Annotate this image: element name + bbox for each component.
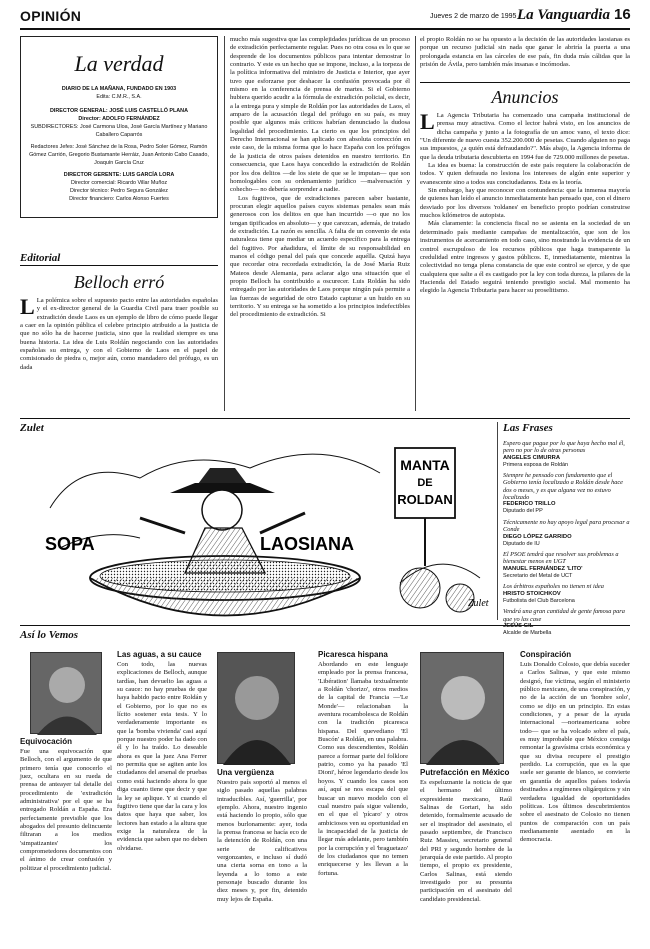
section-title: OPINIÓN bbox=[20, 8, 82, 24]
asi-paragraph: Nuestro país soportó al menos el siglo pasado aquellas palabras intraducibles. Así, 'guerrilla', por ejemplo. Ahora, nuestro ingenio está haciendo lo propio, sólo que menos burlonamente: ayer, toda la prensa francesa se hacía eco de la detención de Roldán, con una serie de calificativos vergonzantes, e incluso sí dudó una cierta sorna en tono a la leyenda a lo tomo a este personaje buscado durante los diez meses y, por fin, detenido muy lejos de España. bbox=[217, 779, 307, 903]
editorial-paragraph: el propio Roldán no se ha opuesto a la decisión de las autoridades laosianas es porque un recurso judicial sin nada que ganar le abriría la puerta a una prolongada estancia en las cárceles de ese país, fin duda más cálidas que la prisión de Ávila, pero también más insanas e incómodas. bbox=[420, 36, 630, 69]
photo-roldan bbox=[217, 652, 295, 764]
frase-quote: Los árbitros españoles no tienen ni idea bbox=[503, 583, 604, 591]
frase-quote: Vendrá una gran cantidad de gente famosa para que yo las case bbox=[503, 608, 625, 623]
anuncios-paragraph: La Agencia Tributaria ha comenzado una campaña institucional de prensa muy atractiva. Como el lector habrá visto, en los anuncios de dicha campaña y junto a la fotografía de un amoc vano, el texto dice: "Un diferente de nuevo cuesta 352.200.000 de pesetas. Cuando alguien no paga sus impuestos, ¿a quién está defraudando?". Más abajo, la Agencia informa de que la deuda tributaria descubierta en 1994 fue de 729.000 millones de pesetas. bbox=[420, 112, 630, 161]
masthead-director: Director: ADOLFO FERNÁNDEZ bbox=[78, 116, 160, 122]
text-verguenza bbox=[217, 779, 307, 941]
heading-aguas: Las aguas, a su cauce bbox=[117, 650, 202, 659]
masthead-financiero: Director financiero: Carlos Alonso Fuertes bbox=[69, 196, 169, 202]
frase-role: Diputado de IU bbox=[503, 540, 540, 547]
masthead-title: La verdad bbox=[74, 51, 164, 76]
anuncios-paragraph: Más claramente: la conciencia fiscal no se asienta en la sociedad de un determinado país mediante campañas de mentalización, que son de los instrumentos de acercamiento en todo caso, sino mostrando la evidencia de un control escrupuloso de los recursos públicos que haga transparente la credulidad entre ingresos y gastos públicos. E, inmediatamente, mientras la colectividad no tenga plena constancia de que este control se ejerce, y de que cualquiera que salte a él es castigado por la ley con toda dureza, la pilares de la Hacienda del Estado seguirá teniendo prestigio social. Mal momento ha elegido la Agencia Tributaria para hacer su proselitismo. bbox=[420, 220, 630, 295]
asi-paragraph: Luis Donaldo Colosio, que debía suceder a Carlos Salinas, y que este mismo designó, fue víctima, según el ministerio público mexicano, de una conspiración, y no de la acción de un 'hombre solo', como se dijo en un principio. En estas condiciones, y a pesar de la ayuda internacional —norteamericana sobre todo— que se ha volcado sobre el país, es muy improbable que México consiga remontar la gravísima crisis económica y que su divisa recupere el prestigio perdido. La corrupción, que es la que suele ser garante de blanco, se convierte en garantía de aquellos países todavía destinados a regímenes oligárquicos y sin verdadera igualdad de oportunidades políticas. Los últimos descubrimientos sobre el asesinato de Colosio no tienen puntos de comparación con un país medianamente asentado en la democracia. bbox=[520, 661, 630, 844]
heading-conspiracion: Conspiración bbox=[520, 650, 572, 659]
newspaper-name: La Vanguardia bbox=[517, 7, 610, 23]
text-conspiracion bbox=[520, 661, 630, 941]
column-divider bbox=[497, 422, 498, 620]
cartoon-label: Zulet bbox=[20, 422, 44, 434]
editorial-title: Belloch erró bbox=[73, 272, 165, 292]
drop-cap: L bbox=[420, 109, 435, 134]
frase-quote: Siempre he pensado con fundamento que el Gobierno tenía localizado a Roldán desde hace dos o meses, y es que alguna vez no estuvo localizado bbox=[503, 472, 623, 502]
header-rule bbox=[20, 28, 630, 30]
editorial-paragraph: Los fugitivos, que de extradiciones parecen saber bastante, procuran elegir aquellos países cuyos sistemas penales sean más generosos con los delitos en que han incurrido —o que no los tengan tipificados en absoluto— y que carezcan, además, de tratado de extradición. La razón es sencilla. A falta de un convenio de esta naturaleza tiene que mediar un acuerdo específico para la entrega del fugitivo. Por añadidura, el límite de su responsabilidad en manos el código penal del país que concede aquélla. Quizá haya que recordar otra recordada extradición, la de José María Ruiz Mateos desde Alemania, para aclarar algo una situación que el propio Belloch ha contribuido a oscurecer. Luis Roldán ha sido entregado por las autoridades de Laos porque ningún país permite a las fuerzas de seguridad de otro Estado capturar a un huido en su territorio. Y su entrega se ha sometido a los principios indefectibles del procedimiento de extradición. Si bbox=[230, 194, 410, 319]
caption-verguenza: Una vergüenza bbox=[217, 768, 274, 777]
masthead-subtitle: DIARIO DE LA MAÑANA, FUNDADO EN 1903 bbox=[61, 86, 177, 92]
frase-item bbox=[503, 519, 630, 547]
editorial-continuation bbox=[230, 36, 410, 411]
frases-list bbox=[503, 440, 630, 636]
frase-author: HRISTO STOICHKOV bbox=[503, 590, 561, 597]
frase-quote: Técnicamente no hay apoyo legal para procesar a Conde bbox=[503, 518, 630, 534]
cartoon-illustration bbox=[20, 438, 490, 616]
anuncios-rule bbox=[420, 82, 630, 83]
frase-author: DIEGO LÓPEZ GARRIDO bbox=[503, 533, 572, 540]
cartoon-sign-line-1: MANTA bbox=[400, 457, 450, 473]
anuncios-body bbox=[420, 109, 631, 410]
masthead-director-gerente: DIRECTOR GERENTE: LUIS GARCÍA LORA bbox=[63, 172, 175, 178]
portrait-icon bbox=[218, 653, 296, 765]
masthead-redactores: Redactores Jefes: José Sánchez de la Rosa, Pedro Soler Gómez, Ramón Gómez Carrión, Gregorio Bustamante Herráiz, Juan Antonio Cabo Casado, Joaquín García Cruz bbox=[29, 144, 209, 166]
cartoon-word-right: LAOSIANA bbox=[260, 534, 354, 554]
masthead-box bbox=[20, 36, 218, 218]
drop-cap: L bbox=[20, 294, 35, 319]
frase-role: Primera esposa de Roldán bbox=[503, 461, 569, 468]
column-divider bbox=[415, 36, 416, 411]
anuncios-paragraph: Sin embargo, hay que reconocer con contundencia: que la inmensa mayoría de quienes han leído el anuncio inmediatamente han pensado que, con el dinero desviado por los diversos 'roldanes' en beneficio propio podrían construirse muchos kilómetros de autopista. bbox=[420, 187, 631, 220]
text-equivocacion bbox=[20, 748, 112, 940]
editorial-paragraph: mucho más sugestiva que las complejidades jurídicas de un proceso de extradición perfectamente regular. Pues no otra cosa es lo que se desprende de los documentos públicos para intentar demostrar lo contrario. Y este es un hecho que se impone, incluso, a la torpeza de la política informativa del ministro de Justicia e Interior, que ayer tuvo que esforzarse por deshacer la confusión provocada por él mismo en la conferencia de prensa de martes. Si el Gobierno hubiera querido acudir a la fórmula de extradición policial, es decir, a la entrega pura y simple de Roldán por las autoridades de Laos, el amparo de la acusación ilegal del prófugo en su país, es muy posible que algunos más críticos habrían denunciado la dudosa legalidad del procedimiento. La cierto es que los principios del Derecho Internacional se han aplicado con absoluta corrección en este caso, de la misma forma que lo hace España con los prófugos de la justicia de otros países detenidos en nuestro territorio. En consecuencia, que Laos haya concedido la extradición de Roldán por los dos delitos —de los siete de que se le imputan— que son homologables con su ordenamiento jurídico —malversación y cohecho— no debería sorprender a nadie. bbox=[230, 36, 410, 194]
editorial-body bbox=[20, 294, 218, 407]
cartoon-sign-line-2: DE bbox=[417, 477, 433, 489]
caption-equivocacion: Equivocación bbox=[20, 737, 73, 746]
frase-author: FEDERICO TRILLO bbox=[503, 501, 556, 508]
frase-item bbox=[503, 551, 630, 579]
cartoon-top-rule bbox=[20, 418, 630, 419]
frase-author: MANUEL FERNÁNDEZ 'LITO' bbox=[503, 565, 583, 572]
heading-picaresca: Picaresca hispana bbox=[318, 650, 388, 659]
frase-item bbox=[503, 583, 630, 604]
text-aguas bbox=[117, 661, 207, 852]
text-picaresca bbox=[318, 661, 408, 941]
frase-role: Secretario del Metal de UCT bbox=[503, 572, 573, 579]
asi-top-rule bbox=[20, 625, 630, 626]
text-putrefaccion bbox=[420, 779, 512, 941]
masthead-edita: Edita: C.M.R., S.A. bbox=[96, 94, 142, 100]
anuncios-title: Anuncios bbox=[491, 87, 559, 107]
editorial-paragraph: La polémica sobre el supuesto pacto entre las autoridades españolas y el ex-director general de la Guardia Civil para traer posible su extradición desde Laos es un ejemplo de libro de cómo puede llegar a caer en la opinión pública el celebre principio atribuido a la justicia de que no sólo ha de hacerse justicia, sino que la realidad siempre es una buena historia. La idea de Luis Roldán negociando con las autoridades españolas su entrega, y con el Gobierno de Laos en el papel de comisionado de piedra o, mejor aún, como mandadero del prófugo, es un dada bbox=[20, 297, 218, 371]
column-divider bbox=[224, 36, 225, 411]
cartoon-signature: Zulet bbox=[468, 598, 489, 609]
asi-label: Así lo Vemos bbox=[20, 629, 79, 641]
editorial-ending bbox=[420, 36, 630, 78]
page-number: 16 bbox=[614, 6, 631, 23]
portrait-icon bbox=[421, 653, 505, 765]
asi-paragraph: Abordando en este lenguaje empleado por la prensa francesa, 'Libération' llamaba textualmente a Roldán 'chorizo', otros medios de la capital de Francia —'Le Monde'— relacionaban la aventura rocambolesca de Roldán con la tradición picaresca hispana. Del quevediano 'El Buscón' a Roldán, en una palabra. Como sus descendientes, Roldán parece a formar parte del folklore patrio, como ya ha pasado 'El Dioni', héroe legendario desde los hoyos. Y cuando los casos son así, aquí se nos escapa del que buscar un nuevo modelo con el cual nuestro país sigue valiendo, en el que el 'pícaro' y otros ambiciosos ven su oportunidad en la incapacidad de la justicia de llegar más adelante, pero también por la corrupción y el 'braguetazo' de los ciudadanos que no temen enriquecerse y les llevan a la fortuna. bbox=[318, 661, 408, 877]
editorial-rule bbox=[20, 265, 218, 266]
frase-item bbox=[503, 440, 630, 468]
asi-paragraph: Es espeluznante la noticia de que el hermano del último expresidente mexicano, Raúl Salinas de Gortari, ha sido detenido, formalmente acusado de ser el inspirador del asesinato, el pasado septiembre, de Francisco Ruiz Massieu, secretario general del PRI y segundo hombre de la jerarquía de este partido. Al propio tiempo, el propio ex presidente, Carlos Salinas, está siendo investigado por su presunta participación en el asesinato del candidato presidencial. bbox=[420, 779, 512, 903]
frases-title: Las Frases bbox=[503, 422, 553, 434]
asi-paragraph: Fue una equivocación que Belloch, con el argumento de que primero tenía que conocerlo el juez, ocultara en su rueda de prensa de anteayer tal detalle del procedimiento de 'extradición administrativa' por el que se ha entregado Roldán a España. Era perfectamente previsible que los abogados del presunto delincuente filtraran a los medios 'simpatizantes' los comprometedores documentos con el ánimo de crear confusión y politizar el procedimiento judicial. bbox=[20, 748, 112, 872]
frase-role: Futbolista del Club Barcelona bbox=[503, 597, 575, 604]
cartoon-word-left: SOPA bbox=[45, 534, 95, 554]
portrait-icon bbox=[31, 653, 103, 735]
editorial-label: Editorial bbox=[20, 252, 61, 264]
caption-putrefaccion: Putrefacción en México bbox=[420, 768, 510, 777]
anuncios-paragraph: La idea es buena: la construcción de este país requiere la colaboración de todos. Y quien defrauda no lesiona los intereses de algún ente superior y evanescente sino a todos sus conciudadanos. Esta es la teoría. bbox=[420, 162, 630, 186]
photo-salinas bbox=[420, 652, 504, 764]
masthead-comercial: Director comercial: Ricardo Villar Muñoz bbox=[70, 180, 168, 186]
cartoon-sign-line-3: ROLDAN bbox=[397, 492, 453, 507]
frase-author bbox=[503, 623, 630, 630]
frase-quote: El PSOE tendrá que resolver sus problemas a bienestar menos en UGT bbox=[503, 551, 619, 566]
photo-belloch bbox=[30, 652, 102, 734]
frase-role: Alcalde de Marbella bbox=[503, 629, 552, 636]
masthead-director-general: DIRECTOR GENERAL: JOSÉ LUIS CASTELLÓ PLANA bbox=[50, 108, 188, 114]
frase-item bbox=[503, 608, 630, 636]
issue-date: Jueves 2 de marzo de 1995 bbox=[430, 13, 517, 20]
masthead-tecnico: Director técnico: Pedro Segura González bbox=[70, 188, 168, 194]
masthead-subdirectores: SUBDIRECTORES: José Carmona Uloa, José García Martínez y Mariano Caballero Caparrós bbox=[30, 124, 208, 138]
frase-author: ANGELES CIMURRA bbox=[503, 454, 561, 461]
frase-role: Diputado del PP bbox=[503, 508, 543, 515]
frase-quote: Espero que pague por lo que haya hecho mal él, pero no por lo de otras personas bbox=[503, 440, 625, 455]
asi-paragraph: Con todo, las nuevas explicaciones de Belloch, aunque tardías, han devuelto las aguas a su cauce: no hay pruebas de que haya habido pacto entre Roldán y el Gobierno, por lo que no es lícito sostener esta tesis. Y lo verdaderamente importante es que la 'bomba vivienda' casi aquí porque nuestro poder ha dado con él y lo ha traído. Lo deseable ahora es que la juez Ana Ferrer no permita que se agiten ante los ciudadanos del arsenal de pruebas como está haciendo ahora lo que diga cuanto tiene que decir y que la ley se aplique. Y si cuando el fugitivo tiene que dar la cara y los datos que haya que saber, los lectores han estado a la altura que exige la naturaleza de la evidencia que saben que no deben olvidarse. bbox=[117, 661, 207, 852]
frase-item bbox=[503, 472, 630, 515]
